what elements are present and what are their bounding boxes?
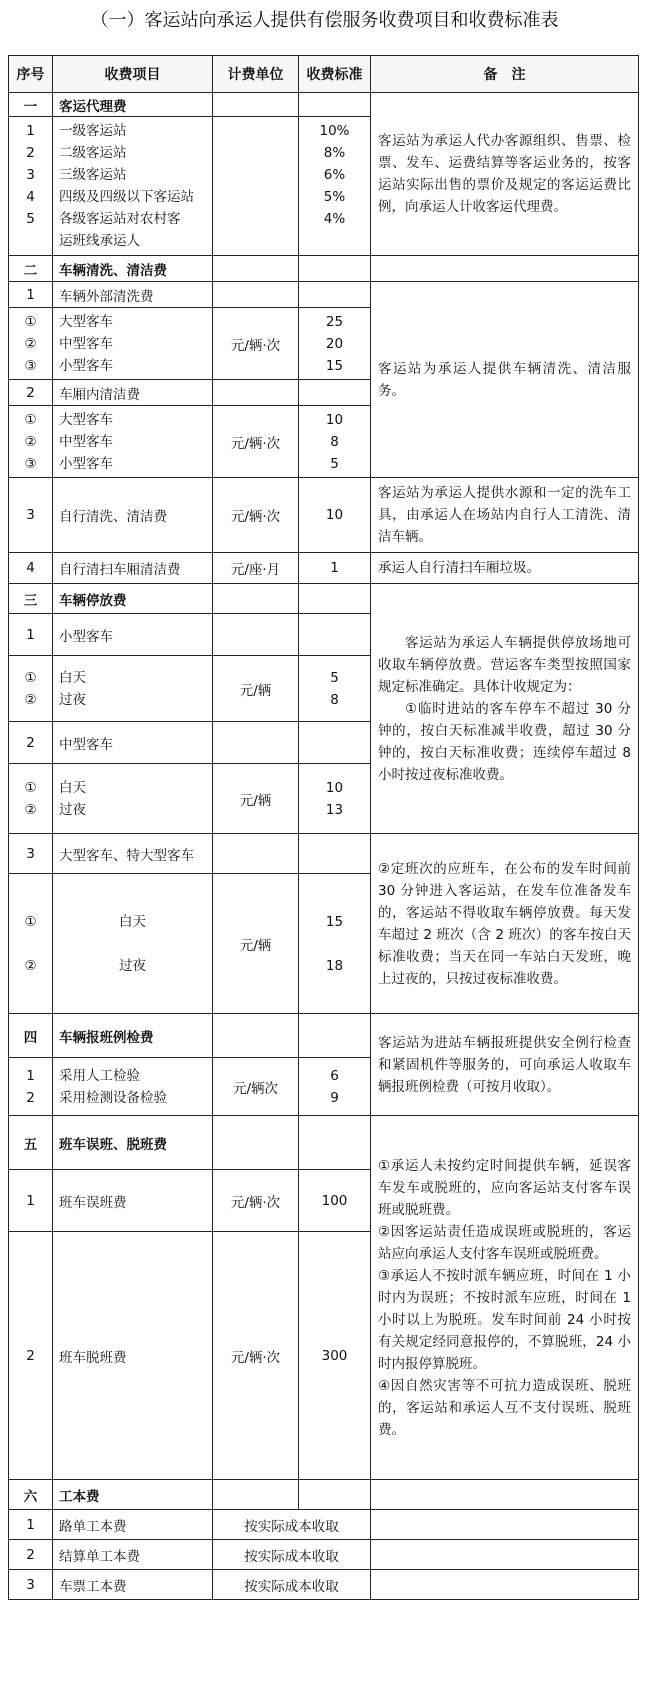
sub-nums: ① ② ③ xyxy=(9,406,53,478)
section-name: 客运代理费 xyxy=(53,93,213,117)
remark-cell: 承运人自行清扫车厢垃圾。 xyxy=(371,553,639,584)
header-num: 序号 xyxy=(9,56,53,93)
unit: 元/辆·次 xyxy=(213,308,299,380)
item-name: 大型客车、特大型客车 xyxy=(53,834,213,874)
unit: 元/辆 xyxy=(213,874,299,1014)
section-num: 六 xyxy=(9,1480,53,1510)
section-num: 二 xyxy=(9,256,53,282)
item-num: 3 xyxy=(9,1570,53,1600)
rate: 1 xyxy=(299,553,371,584)
sub-rates: 25 20 15 xyxy=(299,308,371,380)
section-row xyxy=(9,1014,639,1058)
item-name: 车厢内清洁费 xyxy=(53,380,213,406)
section-row xyxy=(9,93,639,117)
remark-cell: 客运站为承运人代办客源组织、售票、检票、发车、运费结算等客运业务的，按客运站实际出售的票价及规定的客运运费比例，向承运人计收客运代理费。 xyxy=(371,93,639,256)
item-num: 1 xyxy=(9,1510,53,1540)
section-name: 车辆清洗、清洁费 xyxy=(53,256,213,282)
section-num: 三 xyxy=(9,584,53,614)
unit: 元/辆 xyxy=(213,656,299,722)
item-row xyxy=(9,1570,639,1600)
header-item: 收费项目 xyxy=(53,56,213,93)
item-name: 自行清洗、清洁费 xyxy=(53,478,213,553)
item-num: 2 xyxy=(9,722,53,764)
header-rate: 收费标准 xyxy=(299,56,371,93)
sub-rates: 15 18 xyxy=(299,874,371,1014)
item-num: 1 xyxy=(9,1170,53,1232)
item-num: 1 xyxy=(9,282,53,308)
item-num: 2 xyxy=(9,1540,53,1570)
section-name: 车辆停放费 xyxy=(53,584,213,614)
std: 按实际成本收取 xyxy=(213,1540,371,1570)
item-num: 2 xyxy=(9,380,53,406)
section-num: 四 xyxy=(9,1014,53,1058)
header-remark: 备 注 xyxy=(371,56,639,93)
item-rates: 10% 8% 6% 5% 4% xyxy=(299,117,371,256)
sub-rates: 10 13 xyxy=(299,764,371,834)
unit: 元/辆·次 xyxy=(213,406,299,478)
std: 按实际成本收取 xyxy=(213,1570,371,1600)
sub-rates: 5 8 xyxy=(299,656,371,722)
rate: 100 xyxy=(299,1170,371,1232)
sub-nums: 1 2 xyxy=(9,1058,53,1116)
item-name: 路单工本费 xyxy=(53,1510,213,1540)
section-name: 班车误班、脱班费 xyxy=(53,1116,213,1170)
sub-nums: ① ② xyxy=(9,874,53,1014)
section-row xyxy=(9,584,639,614)
unit: 元/座·月 xyxy=(213,553,299,584)
sub-nums: ① ② ③ xyxy=(9,308,53,380)
remark-cell: 客运站为承运人车辆提供停放场地可收取车辆停放费。营运客车类型按照国家规定标准确定。具体计收规定为： ①临时进站的客车停车不超过 30 分钟的，按白天标准减半收费，超过 30 分钟的，按白天标准收费；连续停车超过 8 小时按过夜标准收费。 xyxy=(371,584,639,834)
unit: 元/辆·次 xyxy=(213,478,299,553)
rate: 300 xyxy=(299,1232,371,1480)
item-row xyxy=(9,553,639,584)
item-name: 中型客车 xyxy=(53,722,213,764)
item-num: 4 xyxy=(9,553,53,584)
unit: 元/辆·次 xyxy=(213,1170,299,1232)
item-name: 结算单工本费 xyxy=(53,1540,213,1570)
section-num: 一 xyxy=(9,93,53,117)
item-row xyxy=(9,1540,639,1570)
rate: 10 xyxy=(299,478,371,553)
item-name: 车票工本费 xyxy=(53,1570,213,1600)
section-row xyxy=(9,256,639,282)
item-num: 3 xyxy=(9,834,53,874)
std: 按实际成本收取 xyxy=(213,1510,371,1540)
item-nums: 1 2 3 4 5 xyxy=(9,117,53,256)
unit: 元/辆次 xyxy=(213,1058,299,1116)
sub-nums: ① ② xyxy=(9,764,53,834)
header-unit: 计费单位 xyxy=(213,56,299,93)
item-name: 自行清扫车厢清洁费 xyxy=(53,553,213,584)
item-num: 2 xyxy=(9,1232,53,1480)
remark-cell: 客运站为承运人提供水源和一定的洗车工具，由承运人在场站内自行人工清洗、清洁车辆。 xyxy=(371,478,639,553)
remark-cell: ②定班次的应班车，在公布的发车时间前 30 分钟进入客运站，在发车位准备发车的，客运站不得收取车辆停放费。每天发车超过 2 班次（含 2 班次）的客车按白天标准收费；当天在同一车站白天发班，晚上过夜的，只按过夜标准收费。 xyxy=(371,834,639,1014)
unit: 元/辆·次 xyxy=(213,1232,299,1480)
item-num: 1 xyxy=(9,614,53,656)
sub-names: 采用人工检验 采用检测设备检验 xyxy=(53,1058,213,1116)
remark-cell: 客运站为进站车辆报班提供安全例行检查和紧固机件等服务的，可向承运人收取车辆报班例检费（可按月收取）。 xyxy=(371,1014,639,1116)
section-name: 工本费 xyxy=(53,1480,213,1510)
header-row xyxy=(9,56,639,93)
section-row xyxy=(9,1116,639,1170)
item-row xyxy=(9,478,639,553)
sub-names: 白天 过夜 xyxy=(53,656,213,722)
unit: 元/辆 xyxy=(213,764,299,834)
section-row xyxy=(9,1480,639,1510)
remark-cell: ①承运人未按约定时间提供车辆，延误客车发车或脱班的，应向客运站支付客车误班或脱班费。 ②因客运站责任造成误班或脱班的，客运站应向承运人支付客车误班或脱班费。 ③承运人不按时派车辆应班，时间在 1 小时内为误班；不按时派车应班，时间在 1 小时以上为脱班。发车时间前 24 小时按有关规定经同意报停的，不算脱班，24 小时内报停算脱班。 ④因自然灾害等不可抗力造成误班、脱班的，客运站和承运人互不支付误班、脱班费。 xyxy=(371,1116,639,1480)
sub-rates: 10 8 5 xyxy=(299,406,371,478)
item-row xyxy=(9,282,639,308)
fee-table xyxy=(8,55,639,1600)
sub-names: 白天 过夜 xyxy=(53,764,213,834)
item-num: 3 xyxy=(9,478,53,553)
item-row xyxy=(9,834,639,874)
item-name: 班车误班费 xyxy=(53,1170,213,1232)
sub-names: 大型客车 中型客车 小型客车 xyxy=(53,406,213,478)
remark-cell: 客运站为承运人提供车辆清洗、清洁服务。 xyxy=(371,282,639,478)
section-num: 五 xyxy=(9,1116,53,1170)
sub-rates: 6 9 xyxy=(299,1058,371,1116)
item-name: 班车脱班费 xyxy=(53,1232,213,1480)
item-name: 小型客车 xyxy=(53,614,213,656)
sub-names: 白天 过夜 xyxy=(53,874,213,1014)
sub-nums: ① ② xyxy=(9,656,53,722)
item-row xyxy=(9,1510,639,1540)
sub-names: 大型客车 中型客车 小型客车 xyxy=(53,308,213,380)
item-name: 车辆外部清洗费 xyxy=(53,282,213,308)
section-name: 车辆报班例检费 xyxy=(53,1014,213,1058)
item-names: 一级客运站 二级客运站 三级客运站 四级及四级以下客运站 各级客运站对农村客 运班线承运人 xyxy=(53,117,213,256)
page-title: （一）客运站向承运人提供有偿服务收费项目和收费标准表 xyxy=(90,10,559,31)
